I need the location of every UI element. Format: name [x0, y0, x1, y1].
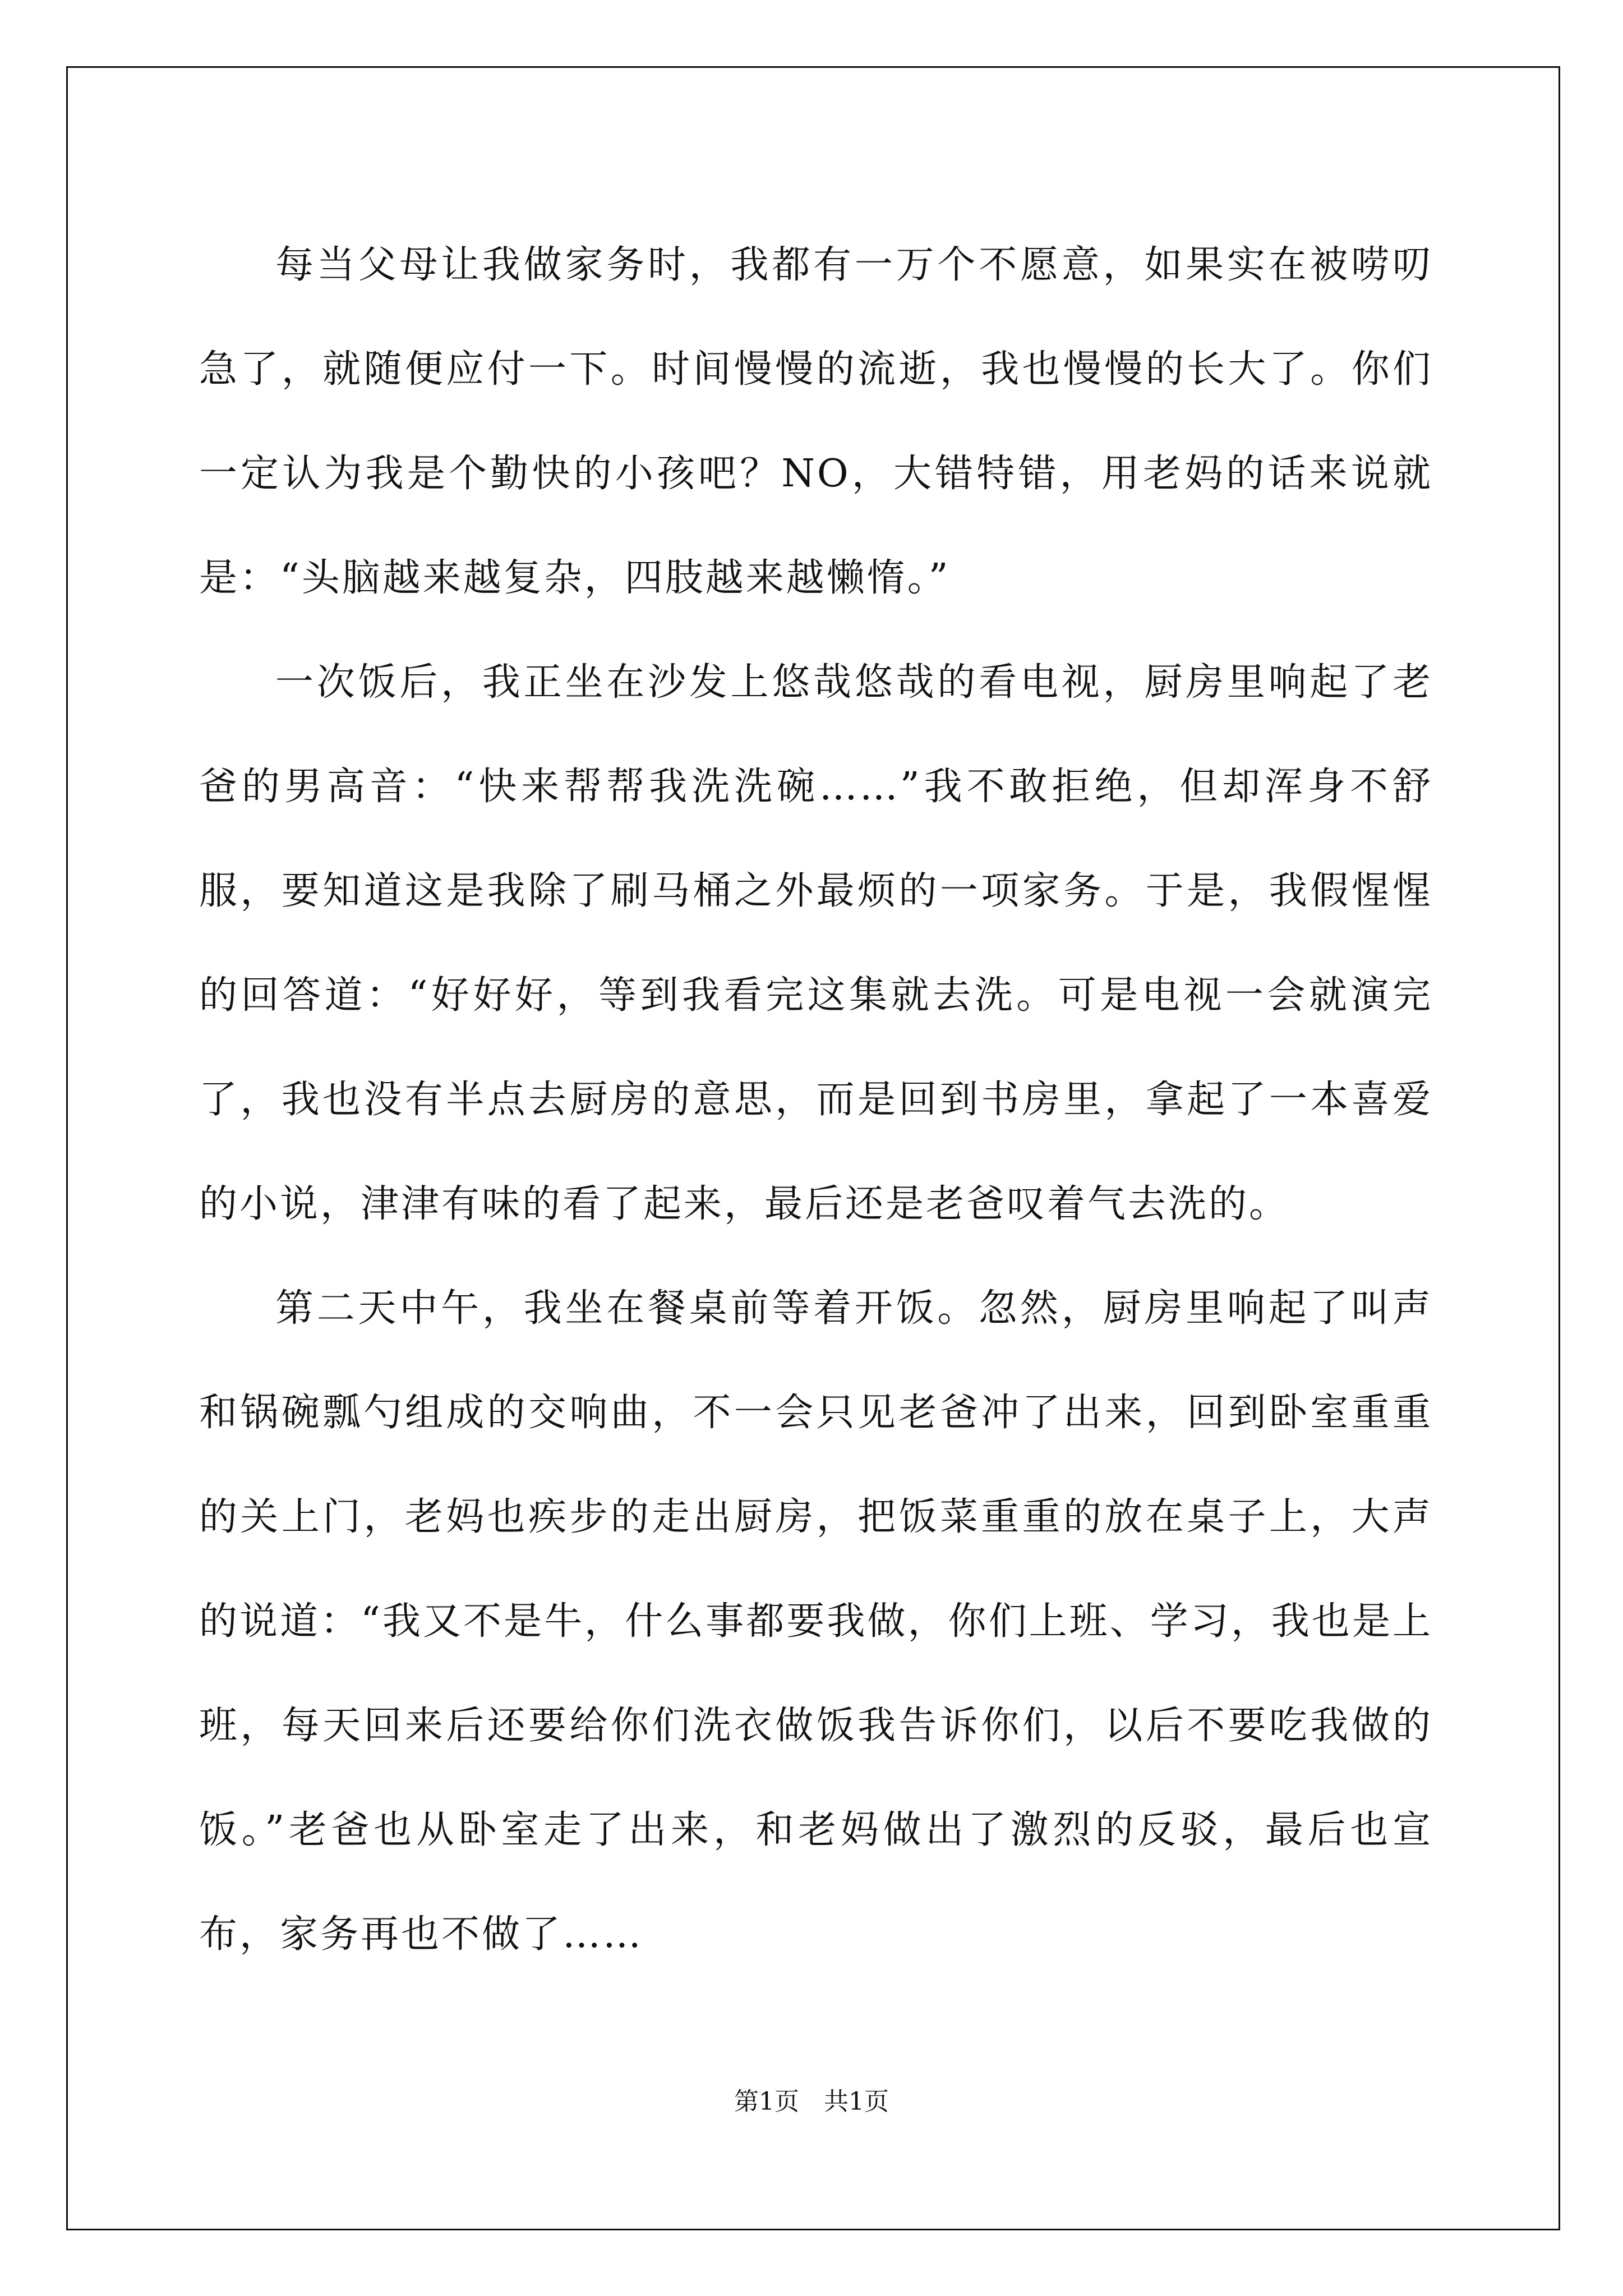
document-body — [199, 213, 1433, 1987]
page-number: 第1页 — [734, 2087, 799, 2116]
page-footer — [0, 2081, 1623, 2117]
paragraph-1: 每当父母让我做家务时，我都有一万个不愿意，如果实在被唠叨急了，就随便应付一下。时间慢慢的流逝，我也慢慢的长大了。你们一定认为我是个勤快的小孩吧？NO，大错特错，用老妈的话来说就是：“头脑越来越复杂，四肢越来越懒惰。” — [199, 243, 1433, 600]
paragraph-3: 第二天中午，我坐在餐桌前等着开饭。忽然，厨房里响起了叫声和锅碗瓢勺组成的交响曲，不一会只见老爸冲了出来，回到卧室重重的关上门，老妈也疾步的走出厨房，把饭菜重重的放在桌子上，大声的说道：“我又不是牛，什么事都要我做，你们上班、学习，我也是上班，每天回来后还要给你们洗衣做饭我告诉你们，以后不要吃我做的饭。”老爸也从卧室走了出来，和老妈做出了激烈的反驳，最后也宣布，家务再也不做了…… — [199, 1286, 1433, 1957]
page-total: 共1页 — [824, 2087, 889, 2116]
paragraph-2: 一次饭后，我正坐在沙发上悠哉悠哉的看电视，厨房里响起了老爸的男高音：“快来帮帮我洗洗碗……”我不敢拒绝，但却浑身不舒服，要知道这是我除了刷马桶之外最烦的一项家务。于是，我假惺惺的回答道：“好好好，等到我看完这集就去洗。可是电视一会就演完了，我也没有半点去厨房的意思，而是回到书房里，拿起了一本喜爱的小说，津津有味的看了起来，最后还是老爸叹着气去洗的。 — [199, 660, 1433, 1226]
